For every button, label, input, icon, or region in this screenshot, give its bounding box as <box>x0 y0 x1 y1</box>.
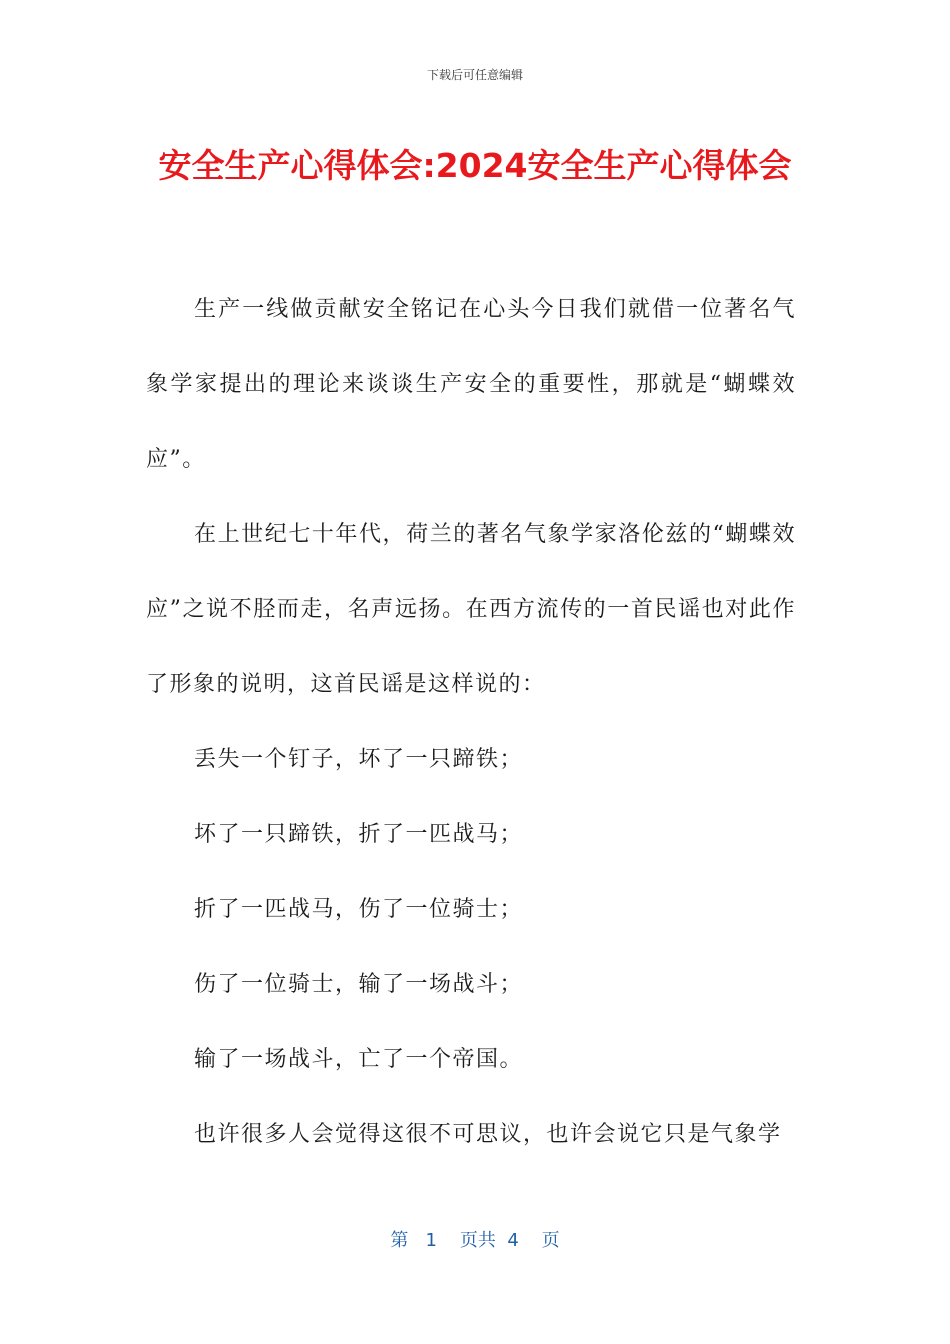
paragraph: 丢失一个钉子，坏了一只蹄铁； <box>194 747 524 772</box>
paragraph: 在上世纪七十年代，荷兰的著名气象学家洛伦兹的“蝴蝶效应”之说不胫而走，名声远扬。在西方流传的一首民谣也对此作了形象的说明，这首民谣是这样说的： <box>146 522 796 697</box>
page-label-middle: 页共 <box>459 1230 496 1251</box>
page-footer <box>0 1226 950 1252</box>
current-page-number: 1 <box>425 1230 437 1251</box>
paragraph: 坏了一只蹄铁，折了一匹战马； <box>194 822 524 847</box>
page-label-suffix: 页 <box>541 1230 560 1251</box>
total-pages-number: 4 <box>507 1230 519 1251</box>
page-label-prefix: 第 <box>390 1230 409 1251</box>
paragraph: 伤了一位骑士，输了一场战斗； <box>194 972 524 997</box>
document-title: 安全生产心得体会:2024安全生产心得体会 <box>158 146 792 185</box>
header-note: 下载后可任意编辑 <box>426 68 523 82</box>
paragraph: 输了一场战斗，亡了一个帝国。 <box>194 1047 524 1072</box>
paragraph: 生产一线做贡献安全铭记在心头今日我们就借一位著名气象学家提出的理论来谈谈生产安全的重要性，那就是“蝴蝶效应”。 <box>146 297 796 472</box>
document-body <box>146 272 796 1172</box>
paragraph: 折了一匹战马，伤了一位骑士； <box>194 897 524 922</box>
paragraph: 也许很多人会觉得这很不可思议，也许会说它只是气象学 <box>194 1122 782 1147</box>
